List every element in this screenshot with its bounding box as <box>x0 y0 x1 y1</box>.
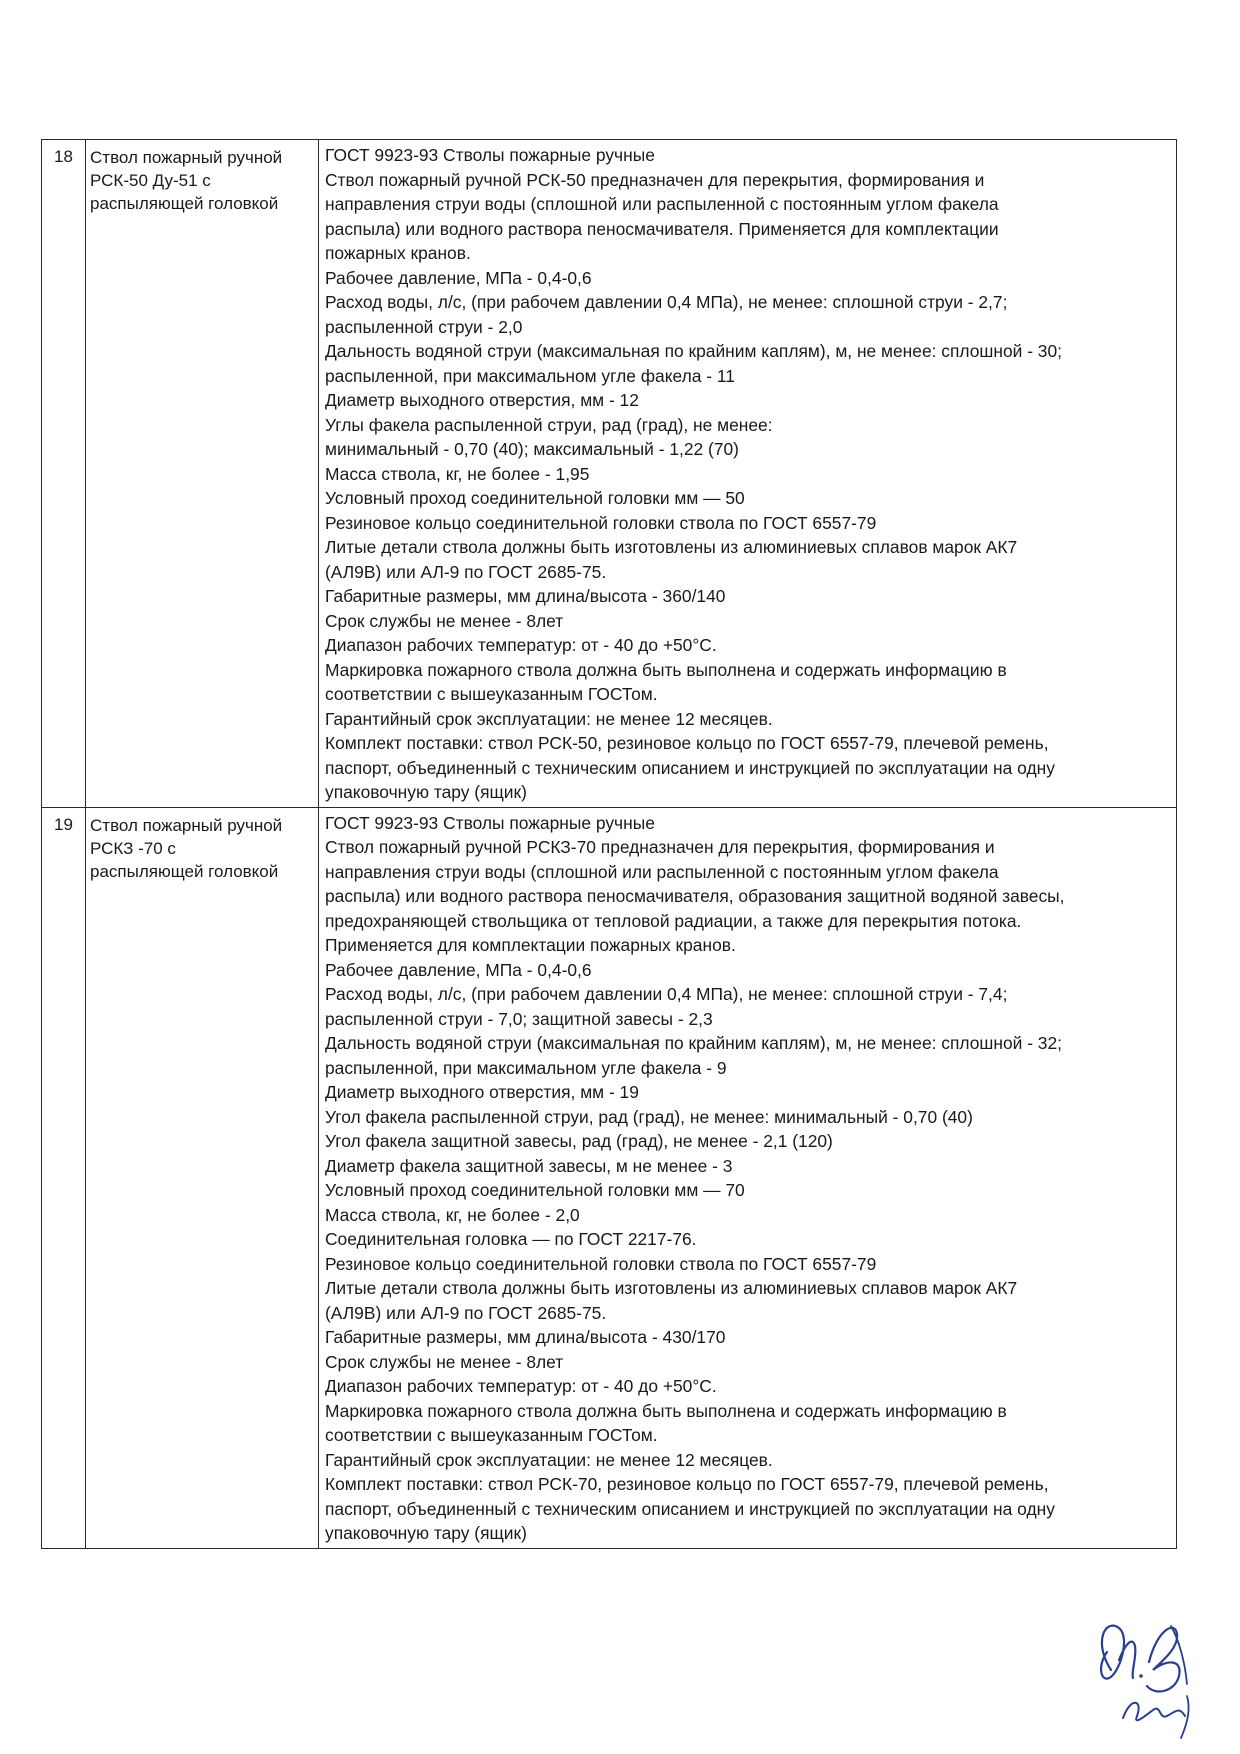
description-line: Дальность водяной струи (максимальная по крайним каплям), м, не менее: сплошной - 30; <box>325 341 1062 361</box>
description-line: (АЛ9В) или АЛ-9 по ГОСТ 2685-75. <box>325 1302 607 1323</box>
description-line: паспорт, объединенный с техническим описанием и инструкцией по эксплуатации на одну <box>325 1498 1055 1519</box>
description-line: распыленной, при максимальном угле факела - 9 <box>325 1057 727 1078</box>
description-line: Дальность водяной струи (максимальная по крайним каплям), м, не менее: сплошной - 32; <box>325 1033 1062 1053</box>
description-line: направления струи воды (сплошной или распыленной с постоянным углом факела <box>325 861 999 882</box>
description-line: Диаметр факела защитной завесы, м не менее - 3 <box>325 1155 733 1176</box>
description-line: Ствол пожарный ручной РСК-50 предназначен для перекрытия, формирования и <box>325 169 985 190</box>
description-line: Резиновое кольцо соединительной головки ствола по ГОСТ 6557-79 <box>325 1253 877 1274</box>
description-line: распыла) или водного раствора пеносмачивателя. Применяется для комплектации <box>325 218 999 239</box>
product-name-line: Ствол пожарный ручной <box>90 148 283 167</box>
description-line: Углы факела распыленной струи, рад (град), не менее: <box>325 414 773 435</box>
description-line: (АЛ9В) или АЛ-9 по ГОСТ 2685-75. <box>325 561 607 582</box>
description-line: Масса ствола, кг, не более - 2,0 <box>325 1204 580 1225</box>
description-line: Резиновое кольцо соединительной головки ствола по ГОСТ 6557-79 <box>325 512 877 533</box>
description-line: Соединительная головка — по ГОСТ 2217-76. <box>325 1229 697 1249</box>
description-line: распыла) или водного раствора пеносмачивателя, образования защитной водяной завесы, <box>325 886 1065 906</box>
description-line: Срок службы не менее - 8лет <box>325 610 564 631</box>
description-line: Угол факела защитной завесы, рад (град), не менее - 2,1 (120) <box>325 1131 833 1151</box>
description-line: Условный проход соединительной головки мм — 70 <box>325 1180 745 1200</box>
description-line: Диаметр выходного отверстия, мм - 19 <box>325 1082 639 1102</box>
product-name-line: РСК-50 Ду-51 с <box>90 171 211 190</box>
description-line: Габаритные размеры, мм длина/высота - 360/140 <box>325 586 726 606</box>
description-line: Маркировка пожарного ствола должна быть выполнена и содержать информацию в <box>325 1400 1007 1421</box>
product-name-line: распыляющей головкой <box>90 861 279 881</box>
product-name-line: распыляющей головкой <box>90 194 279 213</box>
description-line: Литые детали ствола должны быть изготовлены из алюминиевых сплавов марок АК7 <box>325 1278 1018 1298</box>
description-line: распыленной, при максимальном угле факела - 11 <box>325 365 735 386</box>
specification-table <box>41 139 1177 1549</box>
description-line: направления струи воды (сплошной или распыленной с постоянным углом факела <box>325 194 999 214</box>
description-line: Условный проход соединительной головки мм — 50 <box>325 488 745 508</box>
description-line: ГОСТ 9923-93 Стволы пожарные ручные <box>325 812 655 833</box>
description-line: Рабочее давление, МПа - 0,4-0,6 <box>325 959 592 980</box>
description-line: ГОСТ 9923-93 Стволы пожарные ручные <box>325 145 655 165</box>
description-line: паспорт, объединенный с техническим описанием и инструкцией по эксплуатации на одну <box>325 757 1055 778</box>
description-line: Угол факела распыленной струи, рад (град), не менее: минимальный - 0,70 (40) <box>325 1106 973 1127</box>
description-line: соответствии с вышеуказанным ГОСТом. <box>325 684 658 704</box>
description-line: Масса ствола, кг, не более - 1,95 <box>325 463 590 484</box>
description-line: пожарных кранов. <box>325 243 471 263</box>
table-row <box>42 807 1177 1548</box>
description-line: предохраняющей ствольщика от тепловой радиации, а также для перекрытия потока. <box>325 910 1022 931</box>
product-description-cell <box>319 140 1177 808</box>
table-row <box>42 140 1177 808</box>
description-line: распыленной струи - 7,0; защитной завесы - 2,3 <box>325 1008 713 1029</box>
description-line: упаковочную тару (ящик) <box>325 1523 527 1543</box>
description-line: Применяется для комплектации пожарных кранов. <box>325 935 736 955</box>
product-name-cell <box>86 140 319 808</box>
description-line: Литые детали ствола должны быть изготовлены из алюминиевых сплавов марок АК7 <box>325 537 1018 557</box>
product-name-cell <box>86 807 319 1548</box>
handwritten-signature-icon <box>1075 1600 1225 1750</box>
description-line: соответствии с вышеуказанным ГОСТом. <box>325 1425 658 1445</box>
product-name-line: Ствол пожарный ручной <box>90 815 283 835</box>
description-line: Срок службы не менее - 8лет <box>325 1351 564 1372</box>
description-line: Гарантийный срок эксплуатации: не менее 12 месяцев. <box>325 708 773 729</box>
description-line: Расход воды, л/с, (при рабочем давлении 0,4 МПа), не менее: сплошной струи - 2,7; <box>325 292 1008 312</box>
description-line: Диаметр выходного отверстия, мм - 12 <box>325 390 639 410</box>
description-line: Маркировка пожарного ствола должна быть выполнена и содержать информацию в <box>325 659 1007 680</box>
description-line: Гарантийный срок эксплуатации: не менее 12 месяцев. <box>325 1449 773 1470</box>
description-line: Диапазон рабочих температур: от - 40 до +50°С. <box>325 1376 717 1396</box>
description-line: минимальный - 0,70 (40); максимальный - 1,22 (70) <box>325 439 739 459</box>
row-number: 19 <box>42 807 86 1548</box>
description-line: Ствол пожарный ручной РСКЗ-70 предназначен для перекрытия, формирования и <box>325 837 995 857</box>
description-line: Диапазон рабочих температур: от - 40 до +50°С. <box>325 635 717 655</box>
description-line: распыленной струи - 2,0 <box>325 316 523 337</box>
description-line: Комплект поставки: ствол РСК-70, резиновое кольцо по ГОСТ 6557-79, плечевой ремень, <box>325 1474 1049 1494</box>
product-description-cell <box>319 807 1177 1548</box>
row-number: 18 <box>42 140 86 808</box>
description-line: упаковочную тару (ящик) <box>325 782 527 802</box>
description-line: Рабочее давление, МПа - 0,4-0,6 <box>325 267 592 288</box>
description-line: Комплект поставки: ствол РСК-50, резиновое кольцо по ГОСТ 6557-79, плечевой ремень, <box>325 733 1049 753</box>
product-name-line: РСКЗ -70 с <box>90 838 176 858</box>
description-line: Габаритные размеры, мм длина/высота - 430/170 <box>325 1327 726 1347</box>
description-line: Расход воды, л/с, (при рабочем давлении 0,4 МПа), не менее: сплошной струи - 7,4; <box>325 984 1008 1004</box>
